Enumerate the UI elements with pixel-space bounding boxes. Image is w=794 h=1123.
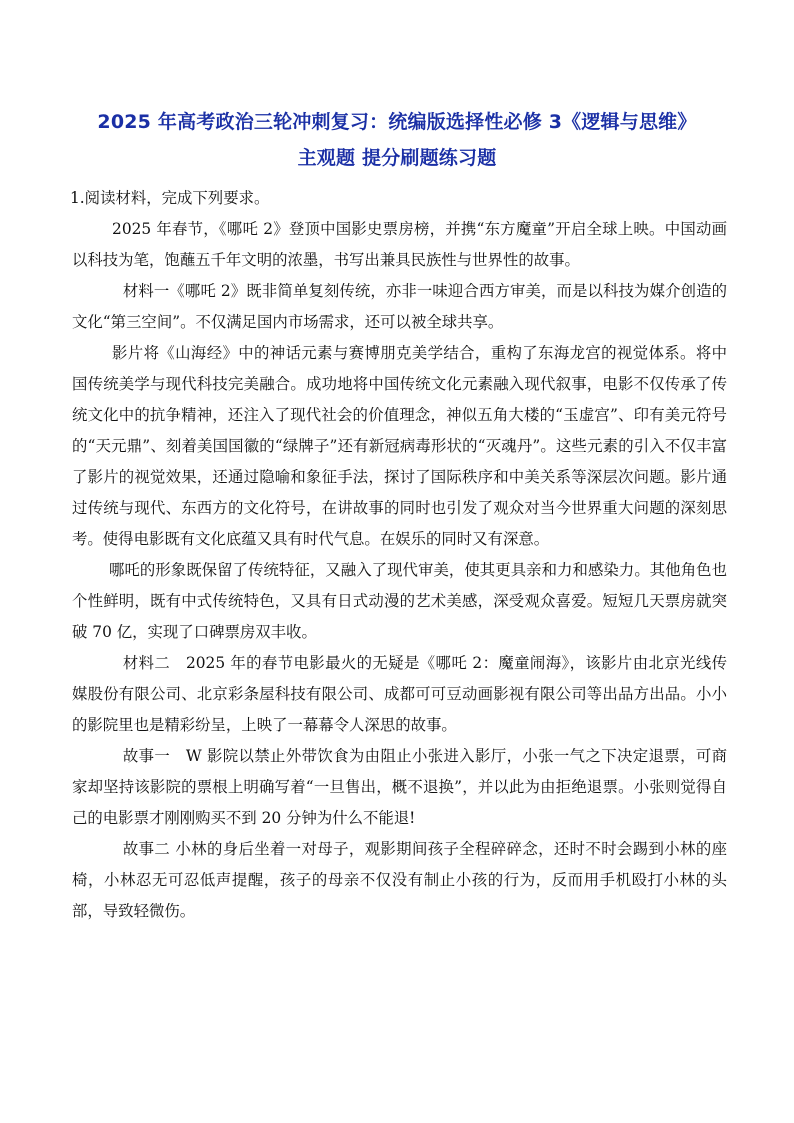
document-body — [72, 183, 727, 927]
title-line-2: 主观题 提分刷题练习题 — [297, 147, 497, 169]
document-title — [40, 104, 754, 176]
paragraph-material-two: 材料二 2025 年的春节电影最火的无疑是《哪吒 2：魔童闹海》，该影片由北京光线传媒股份有限公司、北京彩条屋科技有限公司、成都可可豆动画影视有限公司等出品方出品。小小的影院里也是精彩纷呈，上映了一幕幕令人深思的故事。 — [72, 654, 727, 734]
paragraph-intro: 2025 年春节，《哪吒 2》登顶中国影史票房榜，并携“东方魔童”开启全球上映。中国动画以科技为笔，饱蘸五千年文明的浓墨，书写出兼具民族性与世界性的故事。 — [72, 220, 727, 269]
paragraph-material-one: 材料一《哪吒 2》既非简单复刻传统，亦非一味迎合西方审美，而是以科技为媒介创造的文化“第三空间”。不仅满足国内市场需求，还可以被全球共享。 — [72, 282, 727, 331]
title-line-1: 2025 年高考政治三轮冲刺复习：统编版选择性必修 3《逻辑与思维》 — [97, 111, 697, 133]
paragraph-story-two: 故事二 小林的身后坐着一对母子，观影期间孩子全程碎碎念，还时不时会踢到小林的座椅，小林忍无可忍低声提醒，孩子的母亲不仅没有制止小孩的行为，反而用手机殴打小林的头部，导致轻微伤。 — [72, 840, 727, 920]
paragraph-story-one: 故事一 W 影院以禁止外带饮食为由阻止小张进入影厅，小张一气之下决定退票，可商家却坚持该影院的票根上明确写着“一旦售出，概不退换”，并以此为由拒绝退票。小张则觉得自己的电影票才刚刚购买不到 20 分钟为什么不能退! — [72, 747, 727, 827]
question-intro: 1.阅读材料，完成下列要求。 — [70, 189, 270, 207]
paragraph-characters: 哪吒的形象既保留了传统特征，又融入了现代审美，使其更具亲和力和感染力。其他角色也个性鲜明，既有中式传统特色，又具有日式动漫的艺术美感，深受观众喜爱。短短几天票房就突破 70 亿，实现了口碑票房双丰收。 — [72, 561, 727, 641]
paragraph-film-elements: 影片将《山海经》中的神话元素与赛博朋克美学结合，重构了东海龙宫的视觉体系。将中国传统美学与现代科技完美融合。成功地将中国传统文化元素融入现代叙事，电影不仅传承了传统文化中的抗争精神，还注入了现代社会的价值理念，神似五角大楼的“玉虚宫”、印有美元符号的“天元鼎”、刻着美国国徽的“绿牌子”还有新冠病毒形状的“灭魂丹”。这些元素的引入不仅丰富了影片的视觉效果，还通过隐喻和象征手法，探讨了国际秩序和中美关系等深层次问题。影片通过传统与现代、东西方的文化符号，在讲故事的同时也引发了观众对当今世界重大问题的深刻思考。使得电影既有文化底蕴又具有时代气息。在娱乐的同时又有深意。 — [72, 344, 727, 548]
